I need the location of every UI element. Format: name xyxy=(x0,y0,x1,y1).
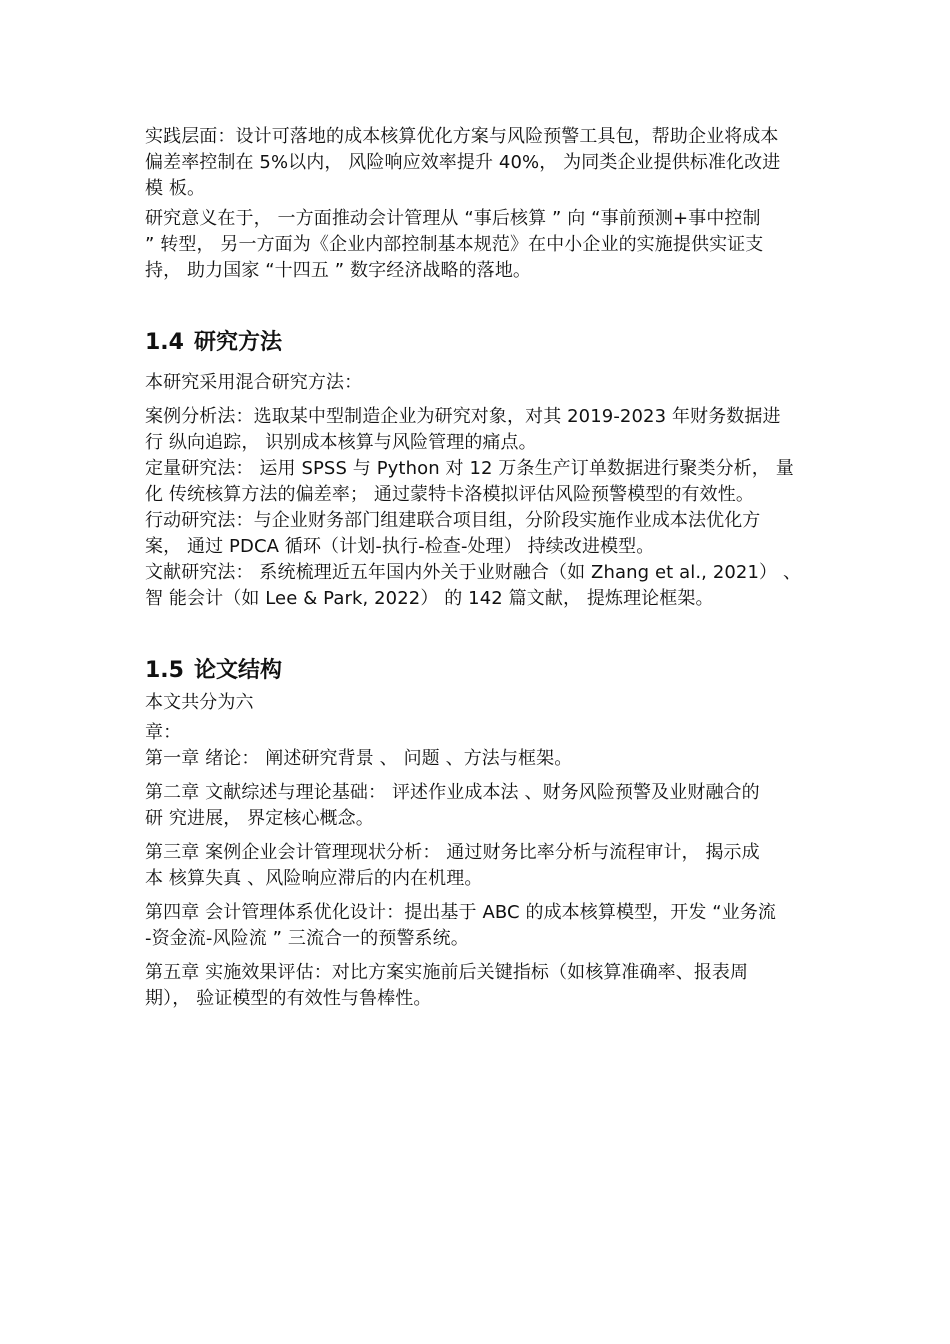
text-line: 章： xyxy=(145,722,182,743)
method-literature xyxy=(145,560,825,612)
text-line: 第五章 实施效果评估：对比方案实施前后关键指标（如核算准确率、报表周 xyxy=(145,962,749,983)
text-line: 研究意义在于， 一方面推动会计管理从 “事后核算 ” 向 “事前预测+事中控制 xyxy=(145,208,761,229)
section-heading-structure xyxy=(145,656,825,686)
chapter-4 xyxy=(145,900,825,952)
section-number: 1.4 xyxy=(145,330,184,355)
method-quantitative xyxy=(145,456,825,508)
text-line: 第三章 案例企业会计管理现状分析： 通过财务比率分析与流程审计， 揭示成 xyxy=(145,842,760,863)
text-line: ” 转型， 另一方面为《企业内部控制基本规范》在中小企业的实施提供实证支 xyxy=(145,234,764,255)
method-case-analysis xyxy=(145,404,825,456)
text-line: 案例分析法：选取某中型制造企业为研究对象，对其 2019-2023 年财务数据进 xyxy=(145,406,781,427)
text-line: 文献研究法： 系统梳理近五年国内外关于业财融合（如 Zhang et al., 2021） 、 xyxy=(145,562,802,583)
methods-lead xyxy=(145,370,825,396)
text-line: 持， 助力国家 “十四五 ” 数字经济战略的落地。 xyxy=(145,260,532,281)
section-title: 研究方法 xyxy=(193,330,282,355)
significance-paragraph xyxy=(145,206,825,284)
text-line: 行 纵向追踪， 识别成本核算与风险管理的痛点。 xyxy=(145,432,537,453)
text-line: 化 传统核算方法的偏差率； 通过蒙特卡洛模拟评估风险预警模型的有效性。 xyxy=(145,484,754,505)
text-line: 本文共分为六 xyxy=(145,692,254,713)
text-line: 第四章 会计管理体系优化设计：提出基于 ABC 的成本核算模型，开发 “业务流 xyxy=(145,902,777,923)
method-action-research xyxy=(145,508,825,560)
text-line: 模 板。 xyxy=(145,178,206,199)
text-line: 本研究采用混合研究方法： xyxy=(145,372,363,393)
text-line: 第二章 文献综述与理论基础： 评述作业成本法 、财务风险预警及业财融合的 xyxy=(145,782,760,803)
text-line: 偏差率控制在 5%以内， 风险响应效率提升 40%， 为同类企业提供标准化改进 xyxy=(145,152,781,173)
structure-lead-cont xyxy=(145,720,825,746)
practice-paragraph xyxy=(145,124,825,202)
chapter-2 xyxy=(145,780,825,832)
document-page xyxy=(145,124,825,1012)
structure-lead xyxy=(145,690,825,716)
text-line: 定量研究法： 运用 SPSS 与 Python 对 12 万条生产订单数据进行聚类分析， 量 xyxy=(145,458,794,479)
text-line: 实践层面：设计可落地的成本核算优化方案与风险预警工具包，帮助企业将成本 xyxy=(145,126,779,147)
text-line: -资金流-风险流 ” 三流合一的预警系统。 xyxy=(145,928,469,949)
section-heading-methods xyxy=(145,328,825,358)
text-line: 智 能会计（如 Lee & Park, 2022） 的 142 篇文献， 提炼理论框架。 xyxy=(145,588,714,609)
text-line: 本 核算失真 、风险响应滞后的内在机理。 xyxy=(145,868,483,889)
chapter-5 xyxy=(145,960,825,1012)
chapter-3 xyxy=(145,840,825,892)
section-number: 1.5 xyxy=(145,658,184,683)
text-line: 行动研究法：与企业财务部门组建联合项目组，分阶段实施作业成本法优化方 xyxy=(145,510,761,531)
text-line: 期）， 验证模型的有效性与鲁棒性。 xyxy=(145,988,432,1009)
chapter-1 xyxy=(145,746,825,772)
text-line: 第一章 绪论： 阐述研究背景 、 问题 、方法与框架。 xyxy=(145,748,573,769)
text-line: 研 究进展， 界定核心概念。 xyxy=(145,808,374,829)
section-title: 论文结构 xyxy=(193,658,282,683)
text-line: 案， 通过 PDCA 循环（计划-执行-检查-处理） 持续改进模型。 xyxy=(145,536,655,557)
